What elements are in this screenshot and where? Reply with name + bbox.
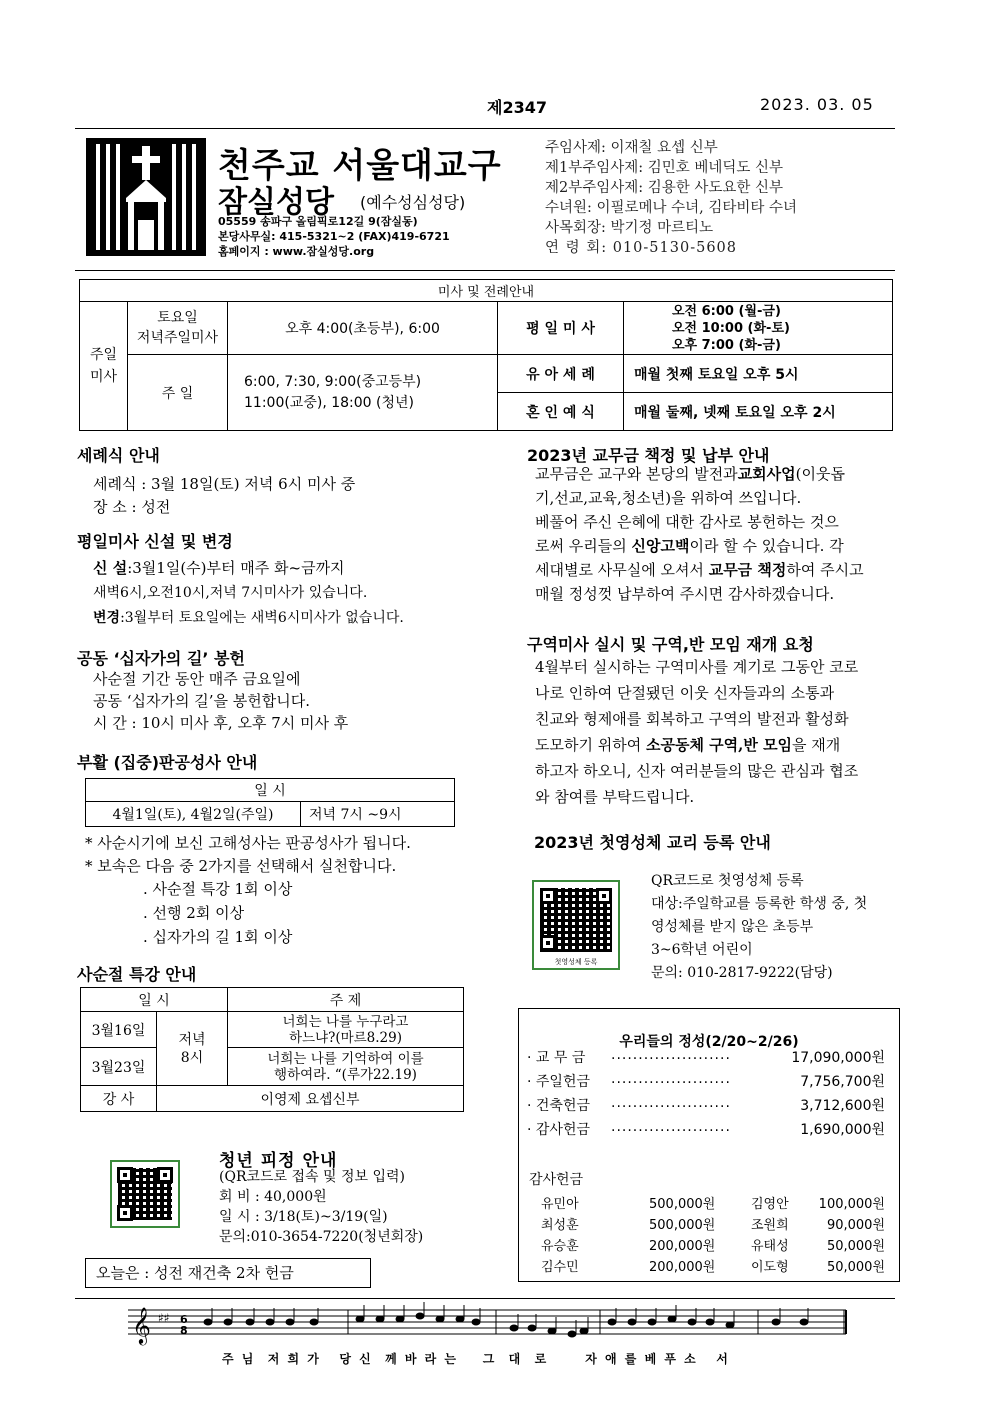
music-note-icon (772, 1319, 780, 1325)
music-note-icon (568, 1331, 576, 1337)
issue-number: 제2347 (487, 98, 547, 117)
confession-opt1: . 사순절 특강 1회 이상 (143, 880, 293, 898)
donor-name: 유태성 (751, 1239, 789, 1254)
donor-amount: 50,000원 (826, 1260, 885, 1275)
dues-line4-a: 로써 우리들의 (535, 537, 632, 555)
lecture-row1-topic: 너희는 나를 누구라고 하느냐?(마르8.29) (228, 1012, 464, 1048)
donor-name: 이도형 (751, 1260, 789, 1275)
infant-baptism-value: 매월 첫째 토요일 오후 5시 (624, 355, 893, 393)
wedding-label: 혼 인 예 식 (498, 393, 624, 431)
music-note-icon (608, 1319, 616, 1325)
dues-line5-a: 세대별로 사무실에 오셔서 (535, 561, 709, 579)
stations-title: 공동 ‘십자가의 길’ 봉헌 (77, 649, 245, 668)
music-note-icon (706, 1319, 714, 1325)
music-note-icon (548, 1328, 556, 1334)
homepage: 홈페이지 : www.잠실성당.org (218, 245, 375, 258)
youth-line4: 문의:010-3654-7220(청년회장) (219, 1229, 424, 1245)
dues-line6: 매월 정성껏 납부하여 주시면 감사하겠습니다. (535, 585, 835, 603)
donor-amount: 200,000원 (649, 1260, 716, 1275)
donor-row (519, 1214, 899, 1234)
weekday-label: 평 일 미 사 (498, 302, 624, 355)
music-note-icon (266, 1319, 274, 1325)
org-name-line2: 잠실성당 (218, 185, 334, 220)
music-note-icon (416, 1313, 424, 1319)
dues-line3: 베풀어 주신 은혜에 대한 감사로 봉헌하는 것으 (535, 513, 839, 531)
youth-line2: 회 비 : 40,000원 (219, 1189, 327, 1205)
lecture-row2-topic: 너희는 나를 기억하여 이를 행하여라. “(루가22.19) (228, 1048, 464, 1086)
district-line5: 하고자 하오니, 신자 여러분들의 많은 관심과 협조 (535, 762, 859, 780)
donor-amount: 500,000원 (649, 1197, 716, 1212)
staff-assistant-2: 제2부주임사제: 김용한 사도요한 신부 (545, 180, 784, 196)
weekday-change-text: :3월부터 토요일에는 새벽6시미사가 없습니다. (120, 610, 404, 626)
lecture-time: 저녁 8시 (157, 1012, 228, 1086)
dues-line1-a: 교무금은 교구와 본당의 발전과 (535, 465, 738, 483)
district-line6: 와 참여를 부탁드립니다. (535, 788, 695, 806)
youth-title: 청년 피정 안내 (219, 1151, 338, 1171)
dues-line5-c: 하여 주시고 (786, 561, 864, 579)
lecture-col-topic: 주 제 (228, 988, 464, 1012)
staff-assistant-1: 제1부주임사제: 김민호 베네딕도 신부 (545, 160, 784, 176)
staff-pastor: 주임사제: 이재칠 요셉 신부 (545, 140, 718, 156)
offering-item-dots: ...................... (611, 1119, 731, 1135)
wedding-value: 매월 둘째, 넷째 토요일 오후 2시 (624, 393, 893, 431)
offering-item-dots: ...................... (611, 1095, 731, 1111)
weekday-change (93, 607, 404, 630)
lecture-table (80, 987, 464, 1112)
sunday-times-2: 11:00(교중), 18:00 (청년) (244, 394, 414, 411)
music-note-icon (510, 1325, 518, 1331)
svg-text:6: 6 (180, 1313, 188, 1326)
communion-line1: QR코드로 첫영성체 등록 (651, 873, 804, 889)
offering-item-amount: 7,756,700원 (800, 1074, 885, 1090)
donor-row (519, 1193, 899, 1213)
stations-line2: 공동 ‘십자가의 길’을 봉헌합니다. (93, 692, 310, 710)
district-line4-bold: 소공동체 구역,반 모임 (645, 736, 793, 754)
weekday-change-title: 평일미사 신설 및 변경 (77, 532, 233, 551)
confession-title: 부활 (집중)판공성사 안내 (77, 753, 258, 772)
donor-amount: 50,000원 (826, 1239, 885, 1254)
issue-date: 2023. 03. 05 (760, 95, 874, 114)
music-note-icon (286, 1319, 294, 1325)
stations-line3: 시 간 : 10시 미사 후, 오후 7시 미사 후 (93, 714, 349, 732)
svg-text:8: 8 (180, 1324, 188, 1337)
confession-table (85, 778, 455, 827)
staff-funeral: 연 령 회: 010-5130-5608 (545, 240, 738, 256)
lecture-col-date: 일 시 (81, 988, 228, 1012)
confession-dates: 4월1일(토), 4월2일(주일) (86, 802, 301, 827)
donor-amount: 200,000원 (649, 1239, 716, 1254)
stations-line1: 사순절 기간 동안 매주 금요일에 (93, 670, 301, 688)
music-note-icon (204, 1319, 212, 1325)
dues-line5 (535, 559, 864, 582)
dues-line4-c: 이라 할 수 있습니다. 각 (689, 537, 844, 555)
donor-name: 김수민 (541, 1260, 579, 1275)
offering-item-amount: 17,090,000원 (791, 1050, 885, 1066)
lecture-title: 사순절 특강 안내 (77, 965, 197, 984)
district-line3: 친교와 형제애를 회복하고 구역의 발전과 활성화 (535, 710, 849, 728)
offering-item (527, 1119, 885, 1139)
svg-text:♯♯: ♯♯ (158, 1311, 170, 1325)
music-note-icon (456, 1316, 464, 1322)
dues-line1-bold: 교회사업 (737, 465, 796, 483)
music-note-icon (648, 1319, 656, 1325)
youth-qr-code-icon[interactable] (110, 1160, 180, 1228)
weekday-new-text2: 새벽6시,오전10시,저녁 7시미사가 있습니다. (93, 585, 368, 601)
offering-item-label: · 주일헌금 (527, 1074, 590, 1090)
weekday-change-label: 변경 (93, 610, 121, 626)
donor-amount: 500,000원 (649, 1218, 716, 1233)
lecture-row1-date: 3월16일 (81, 1012, 157, 1048)
offering-item-label: · 교 무 금 (527, 1050, 586, 1066)
district-title: 구역미사 실시 및 구역,반 모임 재개 요청 (527, 635, 814, 654)
offering-item-label: · 감사헌금 (527, 1122, 590, 1138)
district-line2: 나로 인하여 단절됐던 이웃 신자들과의 소통과 (535, 684, 835, 702)
weekday-new (93, 557, 345, 580)
music-note-icon (472, 1319, 480, 1325)
sunday-label: 주 일 (128, 355, 228, 431)
org-name-line1: 천주교 서울대교구 (218, 146, 502, 186)
donor-name: 유승훈 (541, 1239, 579, 1254)
mass-table-title: 미사 및 전례안내 (80, 280, 893, 302)
mass-table (79, 279, 893, 431)
office-phone: 본당사무실: 415-5321~2 (FAX)419-6721 (218, 230, 450, 243)
music-note-icon (628, 1319, 636, 1325)
confession-note1: * 사순시기에 보신 고해성사는 판공성사가 됩니다. (85, 834, 411, 852)
communion-line2: 대상:주일학교를 등록한 학생 중, 첫 (651, 896, 868, 912)
baptism-line1: 세례식 : 3월 18일(토) 저녁 6시 미사 중 (93, 475, 356, 493)
music-note-icon (396, 1316, 404, 1322)
saturday-times: 오후 4:00(초등부), 6:00 (228, 302, 498, 355)
confession-opt2: . 선행 2회 이상 (143, 904, 245, 922)
baptism-line2: 장 소 : 성전 (93, 498, 171, 516)
music-note-icon (668, 1316, 676, 1322)
donor-name: 김영안 (751, 1197, 789, 1212)
communion-line3: 영성체를 받지 않은 초등부 (651, 919, 814, 935)
offering-box (518, 1008, 900, 1282)
dues-line1-c: (이웃돕 (795, 465, 845, 483)
youth-line3: 일 시 : 3/18(토)~3/19(일) (219, 1209, 388, 1225)
song-lyrics: 주 님 저 희 가 당 신 께 바 라 는 그 대 로 자 애 를 베 푸 소 서 (222, 1352, 730, 1366)
offering-item-amount: 1,690,000원 (800, 1122, 885, 1138)
music-note-icon (376, 1316, 384, 1322)
org-subtitle: (예수성심성당) (360, 193, 466, 212)
music-staff (128, 1300, 848, 1348)
communion-qr-code-icon[interactable] (532, 880, 620, 970)
communion-title: 2023년 첫영성체 교리 등록 안내 (534, 833, 771, 852)
lecture-speaker-label: 강 사 (81, 1086, 157, 1112)
lecture-speaker: 이영제 요셉신부 (157, 1086, 464, 1112)
weekday-new-label: 신 설 (93, 559, 128, 577)
thanks-title: 감사헌금 (529, 1172, 584, 1188)
confession-header: 일 시 (86, 779, 455, 802)
donor-name: 유민아 (541, 1197, 579, 1212)
donor-amount: 100,000원 (818, 1197, 885, 1212)
saturday-label: 토요일 저녁주일미사 (128, 302, 228, 355)
music-note-icon (528, 1325, 536, 1331)
music-note-icon (800, 1319, 808, 1325)
donor-amount: 90,000원 (826, 1218, 885, 1233)
infant-baptism-label: 유 아 세 례 (498, 355, 624, 393)
confession-note2: * 보속은 다음 중 2가지를 선택해서 실천합니다. (85, 857, 397, 875)
offering-item (527, 1095, 885, 1115)
offering-item (527, 1071, 885, 1091)
sunday-mass-label: 주일 미사 (80, 302, 128, 431)
dues-line4-bold: 신앙고백 (631, 537, 690, 555)
communion-line4: 3~6학년 어린이 (651, 942, 753, 958)
dues-line5-bold: 교무금 책정 (708, 561, 787, 579)
address: 05559 송파구 올림픽로12길 9(잠실동) (218, 215, 418, 228)
youth-line1: (QR코드로 접속 및 정보 입력) (219, 1169, 405, 1185)
communion-line5: 문의: 010-2817-9222(담당) (651, 965, 833, 981)
music-note-icon (436, 1316, 444, 1322)
sunday-times-1: 6:00, 7:30, 9:00(중고등부) (244, 373, 422, 390)
dues-line2: 기,선교,교육,청소년)을 위하여 쓰입니다. (535, 489, 802, 507)
dues-line4 (535, 535, 844, 558)
district-line4-a: 도모하기 위하여 (535, 736, 646, 754)
donor-row (519, 1256, 899, 1276)
offering-item (527, 1047, 885, 1067)
district-line1: 4월부터 실시하는 구역미사를 계기로 그동안 코로 (535, 658, 859, 676)
music-note-icon (224, 1319, 232, 1325)
music-note-icon (310, 1319, 318, 1325)
offering-item-label: · 건축헌금 (527, 1098, 590, 1114)
music-note-icon (726, 1322, 734, 1328)
donor-name: 최성훈 (541, 1218, 579, 1233)
dues-title: 2023년 교무금 책정 및 납부 안내 (527, 446, 770, 465)
offering-title: 우리들의 정성(2/20~2/26) (619, 1034, 799, 1050)
today-notice: 오늘은 : 성전 재건축 2차 헌금 (85, 1258, 371, 1288)
donor-name: 조원희 (751, 1218, 789, 1233)
weekday-time-2: 오전 10:00 (화-토) (672, 320, 790, 336)
baptism-title: 세례식 안내 (77, 446, 160, 465)
offering-item-dots: ...................... (611, 1047, 731, 1063)
donor-row (519, 1235, 899, 1255)
dues-line1 (535, 463, 845, 486)
music-note-icon (356, 1316, 364, 1322)
treble-clef-icon: 𝄞 (132, 1306, 151, 1344)
music-note-icon (688, 1319, 696, 1325)
communion-qr-caption: 첫영성체 등록 (554, 958, 598, 966)
district-line4-c: 을 재개 (792, 736, 841, 754)
confession-opt3: . 십자가의 길 1회 이상 (143, 928, 293, 946)
staff-list (545, 138, 797, 258)
church-logo-icon (86, 138, 206, 256)
music-note-icon (246, 1319, 254, 1325)
weekday-new-text: :3월1일(수)부터 매주 화~금까지 (127, 559, 345, 577)
lecture-row2-date: 3월23일 (81, 1048, 157, 1086)
district-line4 (535, 734, 840, 757)
offering-item-dots: ...................... (611, 1071, 731, 1087)
staff-convent: 수녀원: 이필로메나 수녀, 김타비타 수녀 (545, 200, 798, 216)
weekday-time-1: 오전 6:00 (월-금) (672, 303, 781, 319)
music-note-icon (580, 1328, 588, 1334)
confession-time: 저녁 7시 ~9시 (301, 802, 455, 827)
staff-council: 사목회장: 박기정 마르티노 (545, 220, 714, 236)
offering-item-amount: 3,712,600원 (800, 1098, 885, 1114)
weekday-time-3: 오후 7:00 (화-금) (672, 337, 781, 353)
